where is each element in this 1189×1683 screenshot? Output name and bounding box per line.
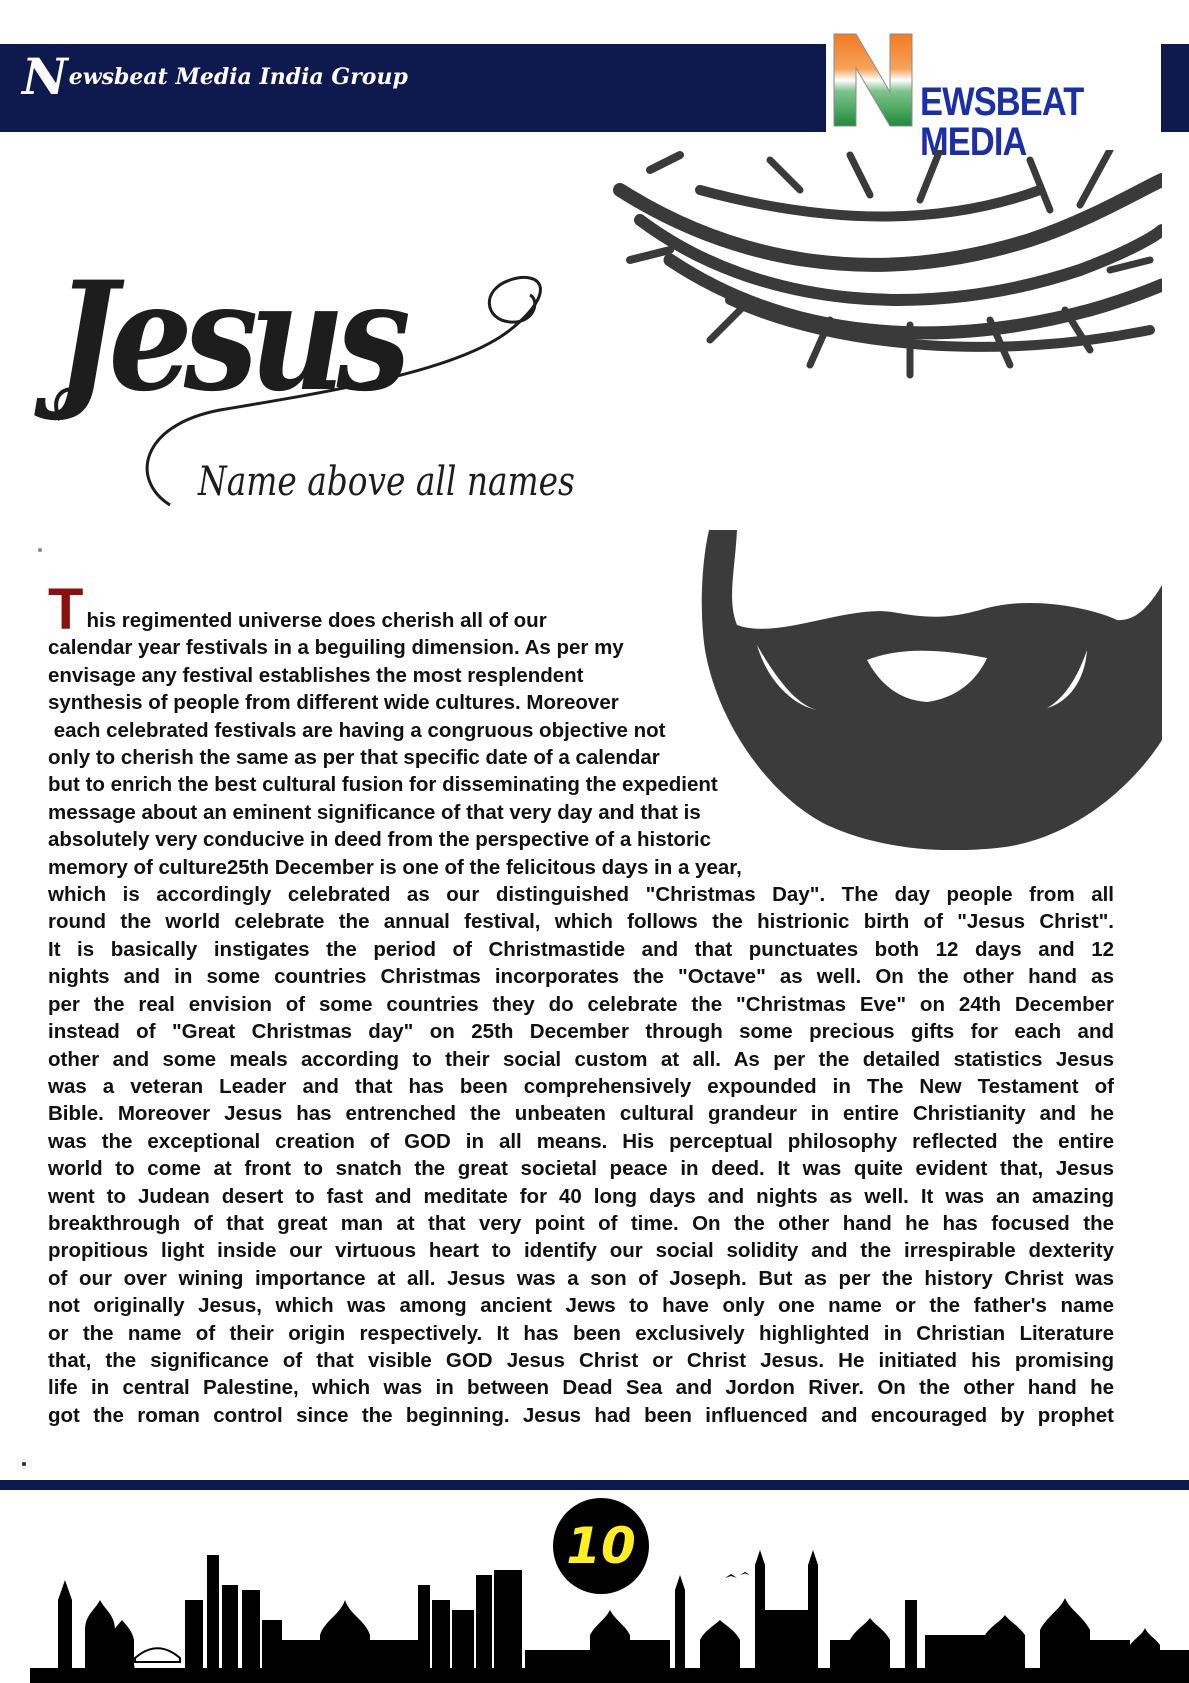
article-line: of our over wining importance at all. Jesus was a son of Joseph. But as per the history Christ was xyxy=(48,1266,1114,1290)
brand-logo xyxy=(826,30,1161,164)
article-line: went to Judean desert to fast and meditate for 40 long days and nights as well. It was an amazing xyxy=(48,1184,1114,1208)
article-line: only to cherish the same as per that specific date of a calendar xyxy=(48,746,660,770)
article-line: each celebrated festivals are having a congruous objective not xyxy=(48,718,666,742)
group-name xyxy=(22,47,408,106)
article-line: breakthrough of that great man at that very point of time. On the other hand he has focused the xyxy=(48,1211,1114,1235)
page-title: Jesus xyxy=(55,249,403,425)
article-line: nights and in some countries Christmas incorporates the "Octave" as well. On the other hand as xyxy=(48,965,1114,989)
brand-n-logo-icon xyxy=(832,32,914,128)
article-line: was a veteran Leader and that has been comprehensively expounded in The New Testament of xyxy=(48,1074,1114,1098)
article-line: world to come at front to snatch the great societal peace in deed. It was quite evident that, Jesus xyxy=(48,1157,1114,1181)
speck xyxy=(22,1462,26,1466)
article-line: got the roman control since the beginning. Jesus had been influenced and encouraged by prophet xyxy=(48,1403,1114,1427)
article-line: which is accordingly celebrated as our distinguished "Christmas Day". The day people from all xyxy=(48,883,1114,907)
article-line: was the exceptional creation of GOD in all means. His perceptual philosophy reflected the entire xyxy=(48,1129,1114,1153)
page-subtitle: Name above all names xyxy=(198,459,575,505)
article-line: Bible. Moreover Jesus has entrenched the unbeaten cultural grandeur in entire Christianity and he xyxy=(48,1102,1114,1126)
article-line: other and some meals according to their social custom at all. As per the detailed statistics Jesus xyxy=(48,1047,1114,1071)
header-side-strip xyxy=(1163,44,1189,132)
article-line: life in central Palestine, which was in between Dead Sea and Jordon River. On the other hand he xyxy=(48,1376,1114,1400)
article-line: synthesis of people from different wide cultures. Moreover xyxy=(48,691,619,715)
article-line: his regimented universe does cherish all of our xyxy=(86,609,547,632)
speck xyxy=(38,548,42,552)
article-line: round the world celebrate the annual festival, which follows the histrionic birth of "Jesus Christ". xyxy=(48,910,1114,934)
brand-name: EWSBEAT MEDIA xyxy=(920,80,1084,164)
article-line: absolutely very conducive in deed from the perspective of a historic xyxy=(48,828,712,852)
group-name-initial: N xyxy=(22,47,68,106)
footer-bar xyxy=(0,1480,1189,1490)
article-line: not originally Jesus, which was among ancient Jews to have only one name or the father's name xyxy=(48,1294,1114,1318)
article-line: propitious light inside our virtuous heart to identify our social solidity and the irrespirable dexterity xyxy=(48,1239,1114,1263)
page-number-badge xyxy=(553,1498,649,1594)
article-line: that, the significance of that visible GOD Jesus Christ or Christ Jesus. He initiated his promising xyxy=(48,1348,1114,1372)
article-line: calendar year festivals in a beguiling dimension. As per my xyxy=(48,636,624,660)
article-line: instead of "Great Christmas day" on 25th December through some precious gifts for each and xyxy=(48,1020,1114,1044)
article-line: It is basically instigates the period of Christmastide and that punctuates both 12 days and 12 xyxy=(48,937,1114,961)
article-line: message about an eminent significance of that very day and that is xyxy=(48,800,701,824)
crown-of-thorns-icon xyxy=(610,150,1162,390)
article-line: memory of culture25th December is one of the felicitous days in a year, xyxy=(48,855,742,879)
group-name-rest: ewsbeat Media India Group xyxy=(68,64,408,90)
article-line: envisage any festival establishes the most resplendent xyxy=(48,663,584,687)
article-line: but to enrich the best cultural fusion for disseminating the expedient xyxy=(48,773,718,797)
dropcap: T xyxy=(48,577,84,642)
article-line: per the real envision of some countries they do celebrate the "Christmas Eve" on 24th December xyxy=(48,992,1114,1016)
article-line: or the name of their origin respectively. It has been exclusively highlighted in Christian Literature xyxy=(48,1321,1114,1345)
article-body xyxy=(48,577,1114,1429)
page-number: 10 xyxy=(566,1517,636,1575)
